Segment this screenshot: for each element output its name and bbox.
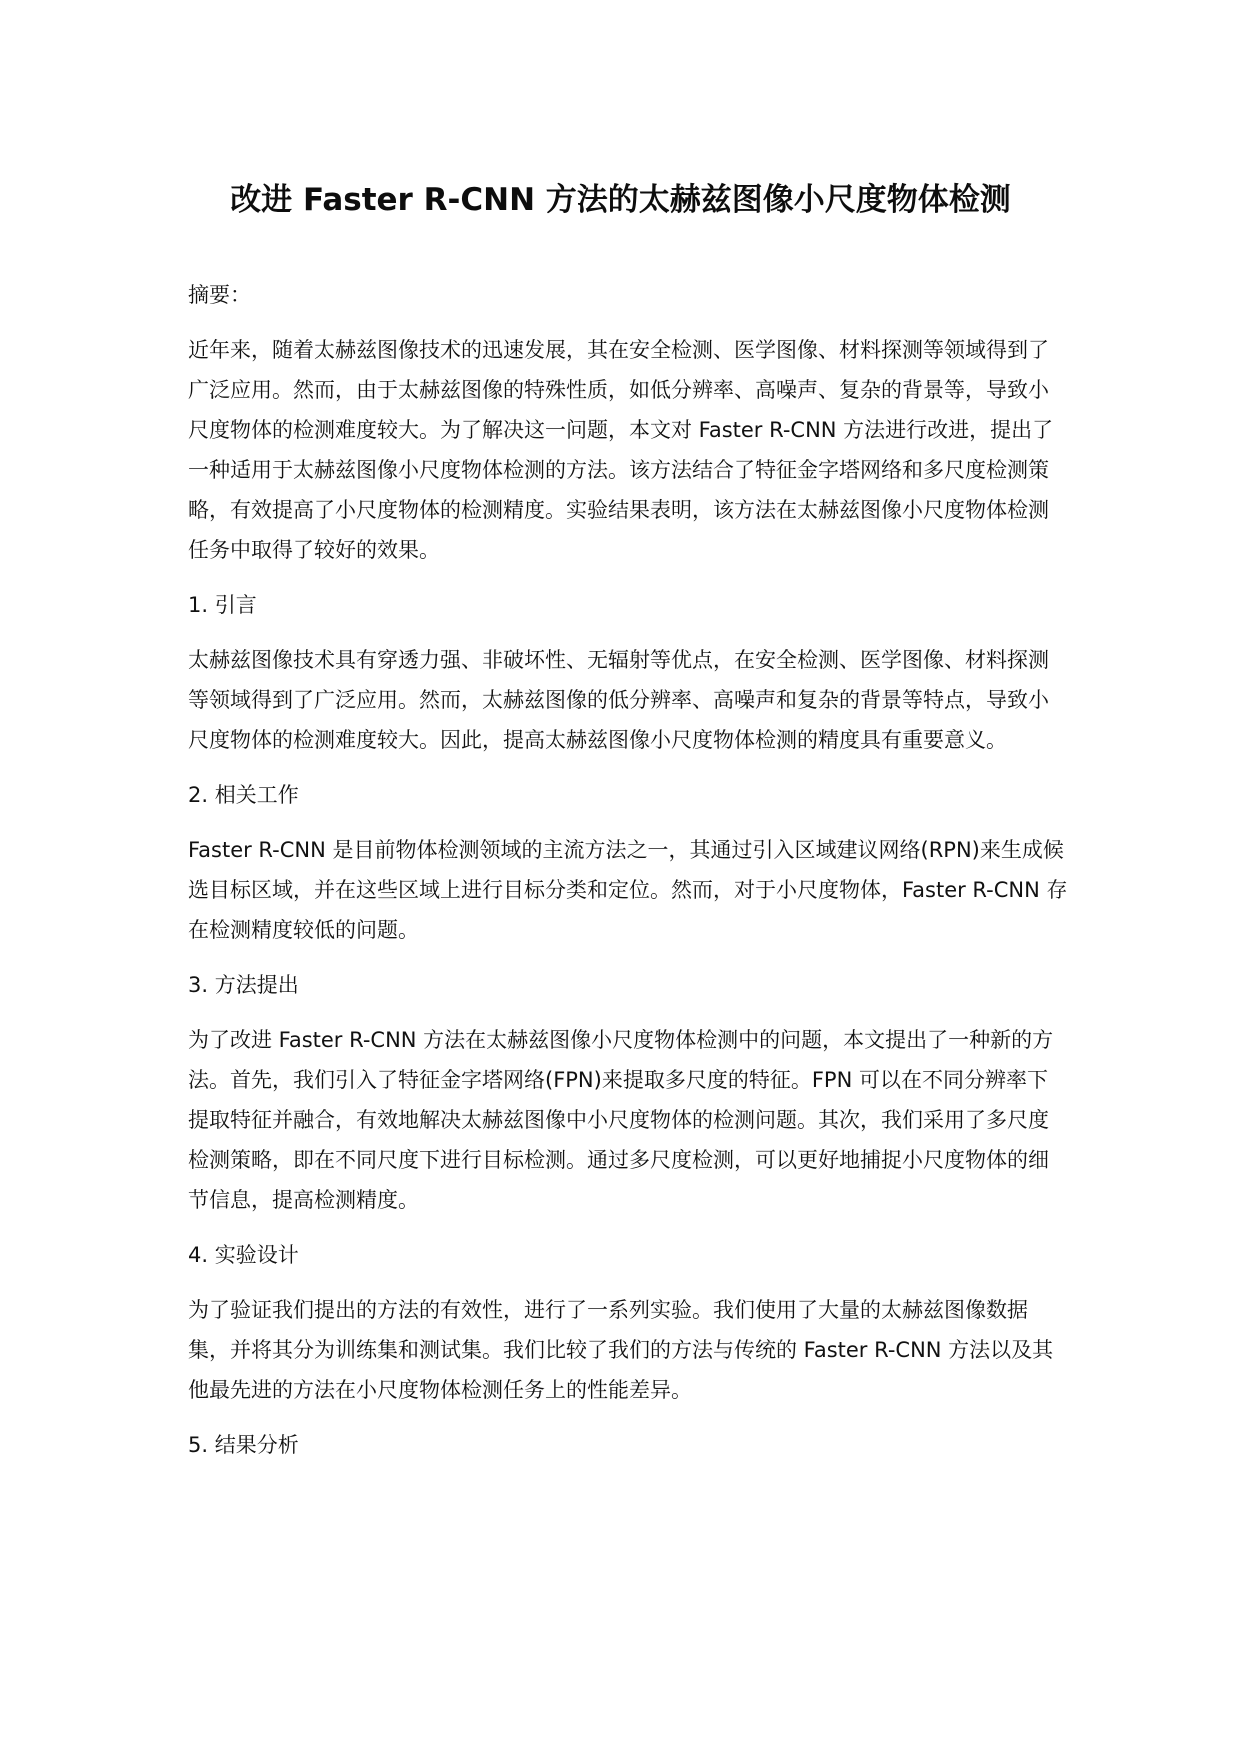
document-title: 改进 Faster R-CNN 方法的太赫兹图像小尺度物体检测 (230, 182, 1011, 218)
section-body-introduction: 太赫兹图像技术具有穿透力强、非破坏性、无辐射等优点，在安全检测、医学图像、材料探测等领域得到了广泛应用。然而，太赫兹图像的低分辨率、高噪声和复杂的背景等特点，导致小尺度物体的检测难度较大。因此，提高太赫兹图像小尺度物体检测的精度具有重要意义。 (188, 648, 1049, 752)
document-body (188, 280, 1068, 1480)
section-heading-method: 3. 方法提出 (188, 973, 299, 997)
section-heading-introduction: 1. 引言 (188, 593, 257, 617)
section-body-related-work: Faster R-CNN 是目前物体检测领域的主流方法之一，其通过引入区域建议网络(RPN)来生成候选目标区域，并在这些区域上进行目标分类和定位。然而，对于小尺度物体，Faster R-CNN 存在检测精度较低的问题。 (188, 838, 1068, 942)
abstract-paragraph: 近年来，随着太赫兹图像技术的迅速发展，其在安全检测、医学图像、材料探测等领域得到了广泛应用。然而，由于太赫兹图像的特殊性质，如低分辨率、高噪声、复杂的背景等，导致小尺度物体的检测难度较大。为了解决这一问题，本文对 Faster R-CNN 方法进行改进，提出了一种适用于太赫兹图像小尺度物体检测的方法。该方法结合了特征金字塔网络和多尺度检测策略，有效提高了小尺度物体的检测精度。实验结果表明，该方法在太赫兹图像小尺度物体检测任务中取得了较好的效果。 (188, 338, 1054, 562)
section-body-method: 为了改进 Faster R-CNN 方法在太赫兹图像小尺度物体检测中的问题，本文提出了一种新的方法。首先，我们引入了特征金字塔网络(FPN)来提取多尺度的特征。FPN 可以在不同分辨率下提取特征并融合，有效地解决太赫兹图像中小尺度物体的检测问题。其次，我们采用了多尺度检测策略，即在不同尺度下进行目标检测。通过多尺度检测，可以更好地捕捉小尺度物体的细节信息，提高检测精度。 (188, 1028, 1054, 1212)
section-body-experiment-design: 为了验证我们提出的方法的有效性，进行了一系列实验。我们使用了大量的太赫兹图像数据集，并将其分为训练集和测试集。我们比较了我们的方法与传统的 Faster R-CNN 方法以及其他最先进的方法在小尺度物体检测任务上的性能差异。 (188, 1298, 1054, 1402)
section-heading-experiment-design: 4. 实验设计 (188, 1243, 299, 1267)
section-heading-results-analysis: 5. 结果分析 (188, 1433, 299, 1457)
section-heading-related-work: 2. 相关工作 (188, 783, 299, 807)
abstract-label: 摘要： (188, 283, 251, 307)
